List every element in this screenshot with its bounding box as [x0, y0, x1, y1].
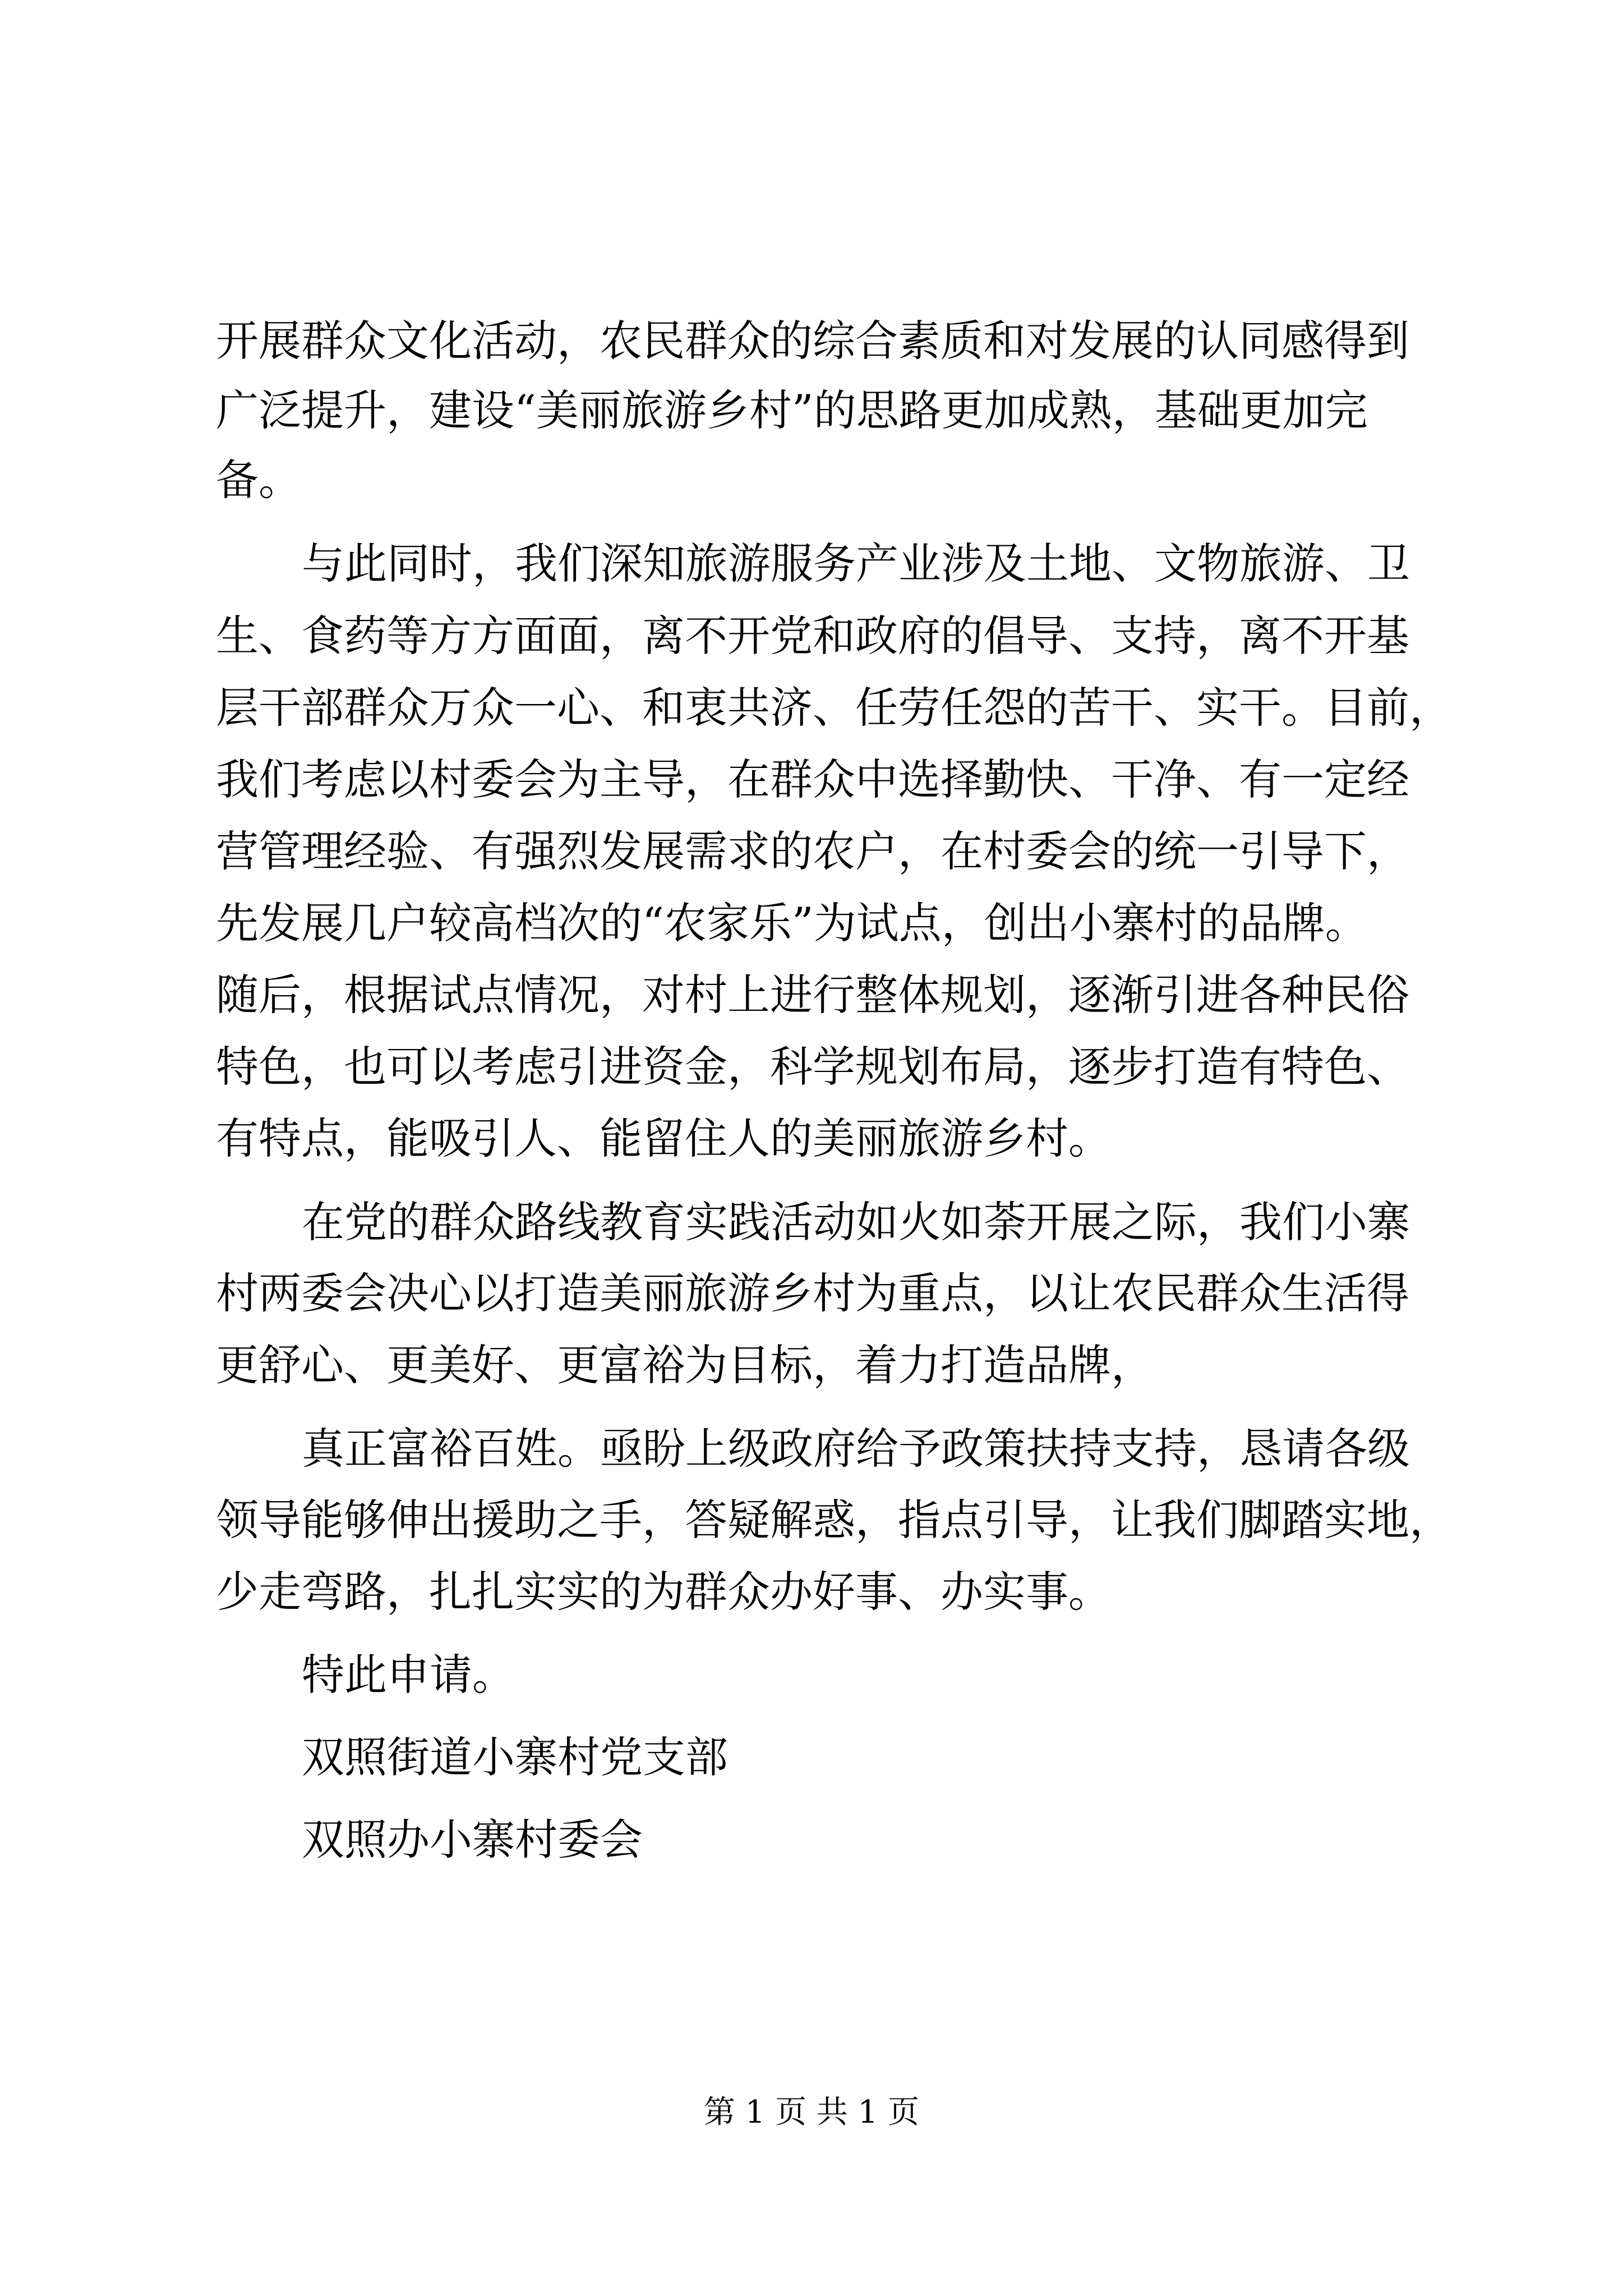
text-line-17: 领导能够伸出援助之手，答疑解惑，指点引导，让我们脚踏实地，: [216, 1495, 1452, 1545]
text-line-4: 与此同时，我们深知旅游服务产业涉及土地、文物旅游、卫: [302, 539, 1410, 588]
text-line-7: 我们考虑以村委会为主导，在群众中选择勤快、干净、有一定经: [216, 754, 1409, 804]
text-line-2: 广泛提升，建设“美丽旅游乡村”的思路更加成熟，基础更加完: [216, 385, 1368, 435]
text-line-16: 真正富裕百姓。亟盼上级政府给予政策扶持支持，恳请各级: [302, 1424, 1410, 1474]
closing-statement: 特此申请。: [302, 1650, 515, 1700]
text-line-13: 在党的群众路线教育实践活动如火如荼开展之际，我们小寨: [302, 1197, 1410, 1247]
text-line-12: 有特点，能吸引人、能留住人的美丽旅游乡村。: [216, 1114, 1111, 1163]
text-line-9: 先发展几户较高档次的“农家乐”为试点，创出小寨村的品牌。: [216, 898, 1368, 948]
text-line-14: 村两委会决心以打造美丽旅游乡村为重点，以让农民群众生活得: [216, 1268, 1409, 1318]
text-line-5: 生、食药等方方面面，离不开党和政府的倡导、支持，离不开基: [216, 611, 1409, 661]
signature-village-committee: 双照办小寨村委会: [302, 1815, 643, 1865]
text-line-10: 随后，根据试点情况，对村上进行整体规划，逐渐引进各种民俗: [216, 970, 1409, 1020]
text-line-6: 层干部群众万众一心、和衷共济、任劳任怨的苦干、实干。目前，: [216, 683, 1452, 733]
text-line-8: 营管理经验、有强烈发展需求的农户，在村委会的统一引导下，: [216, 826, 1409, 876]
page-footer: 第 1 页 共 1 页: [703, 2094, 920, 2131]
signature-party-branch: 双照街道小寨村党支部: [302, 1732, 728, 1782]
text-line-18: 少走弯路，扎扎实实的为群众办好事、办实事。: [216, 1567, 1111, 1617]
text-line-15: 更舒心、更美好、更富裕为目标，着力打造品牌，: [216, 1340, 1154, 1390]
text-line-3: 备。: [216, 455, 301, 505]
text-line-1: 开展群众文化活动，农民群众的综合素质和对发展的认同感得到: [216, 316, 1409, 366]
text-line-11: 特色，也可以考虑引进资金，科学规划布局，逐步打造有特色、: [216, 1042, 1409, 1092]
